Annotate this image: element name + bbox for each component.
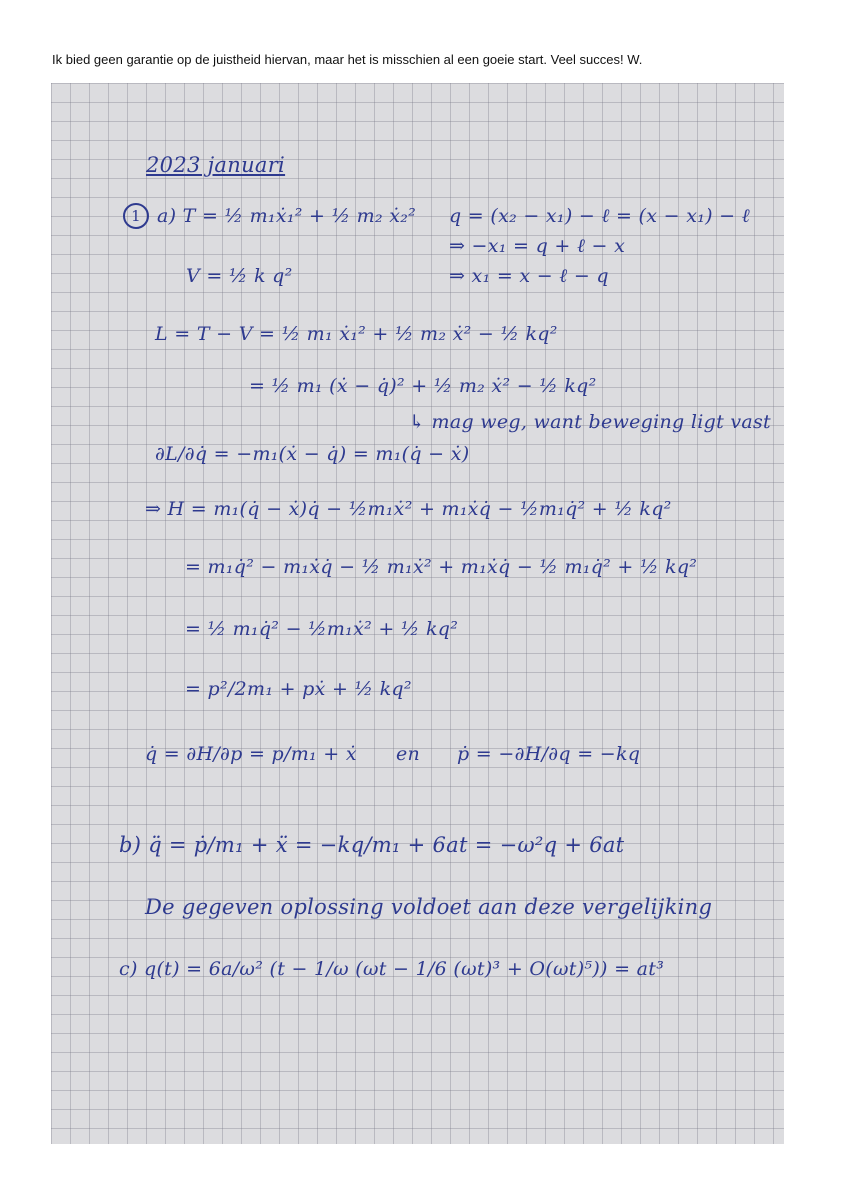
q-definition-line: q = (x₂ − x₁) − ℓ = (x − x₁) − ℓ [449,205,750,227]
hamiltonian-line: ⇒ H = m₁(q̇ − ẋ)q̇ − ½m₁ẋ² + m₁ẋq̇ − ½m₁q̇² + ½ kq² [145,498,672,520]
part-b-line: b) q̈ = ṗ/m₁ + ẍ = −kq/m₁ + 6at = −ω²q + 6at [119,833,625,857]
hamiltonian-expanded-line: = m₁q̇² − m₁ẋq̇ − ½ m₁ẋ² + m₁ẋq̇ − ½ m₁q̇² + ½ kq² [185,556,698,578]
notes-title: 2023 januari [146,153,286,177]
p-dot-equation: ṗ = −∂H/∂q = −kq [457,743,641,765]
x1-step-line: ⇒ −x₁ = q + ℓ − x [449,235,626,257]
en-word: en [396,743,421,765]
hamiltonian-final-line: = p²/2m₁ + pẋ + ½ kq² [185,678,412,700]
hamiltonian-simplified-line: = ½ m₁q̇² − ½m₁ẋ² + ½ kq² [185,618,459,640]
part-c-line: c) q(t) = 6a/ω² (t − 1/ω (ωt − 1/6 (ωt)³ + O(ωt)⁵)) = at³ [119,958,665,980]
q-dot-equation: q̇ = ∂H/∂p = p/m₁ + ẋ [145,743,357,765]
lagrangian-substituted-line: = ½ m₁ (ẋ − q̇)² + ½ m₂ ẋ² − ½ kq² [249,375,597,397]
x1-result-line: ⇒ x₁ = x − ℓ − q [449,265,609,287]
lagrangian-line: L = T − V = ½ m₁ ẋ₁² + ½ m₂ ẋ² − ½ kq² [155,323,558,345]
problem-number: 1 [123,203,149,229]
disclaimer-text: Ik bied geen garantie op de juistheid hiervan, maar het is misschien al een goeie start. Veel succes! W. [52,52,643,67]
side-note-line: ↳ mag weg, want beweging ligt vast [409,411,771,433]
part-b-conclusion: De gegeven oplossing voldoet aan deze vergelijking [145,895,713,919]
potential-energy-line: V = ½ k q² [186,265,293,287]
kinetic-energy-line: a) T = ½ m₁ẋ₁² + ½ m₂ ẋ₂² [157,205,417,227]
momentum-line: ∂L/∂q̇ = −m₁(ẋ − q̇) = m₁(q̇ − ẋ) [155,443,470,465]
notebook-page [51,83,784,1144]
